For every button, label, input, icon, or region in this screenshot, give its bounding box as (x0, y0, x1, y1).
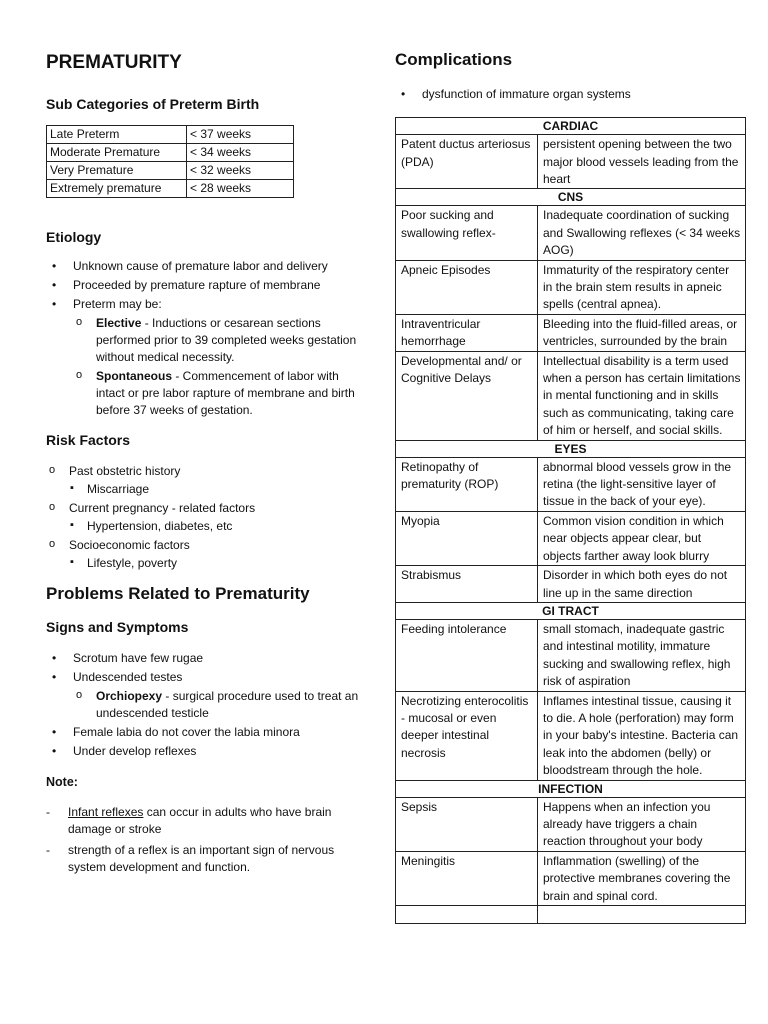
description-cell: Disorder in which both eyes do not line up in the same direction (538, 566, 746, 603)
section-header: CNS (396, 189, 746, 206)
etiology-heading: Etiology (46, 228, 102, 245)
list-item: ▪ Lifestyle, poverty (69, 555, 366, 572)
description-cell: persistent opening between the two major blood vessels leading from the heart (538, 135, 746, 189)
description-cell: Bleeding into the fluid-filled areas, or ventricles, surrounded by the brain (538, 314, 746, 351)
list-item: • Female labia do not cover the labia minora (46, 724, 366, 741)
table-cell: < 32 weeks (187, 161, 294, 179)
table-row (396, 619, 746, 691)
condition-cell (396, 906, 538, 924)
section-header-row (396, 189, 746, 206)
list-item-text: Socioeconomic factors (69, 538, 190, 552)
condition-cell: Poor sucking and swallowing reflex- (396, 206, 538, 260)
list-item (46, 463, 366, 498)
list-item-text: can occur in adults who have brain damage or stroke (68, 805, 332, 837)
list-item: • dysfunction of immature organ systems (395, 86, 747, 103)
table-cell: < 34 weeks (187, 143, 294, 161)
section-header-row (396, 602, 746, 619)
condition-cell: Feeding intolerance (396, 619, 538, 691)
section-header: GI TRACT (396, 602, 746, 619)
table-row (396, 511, 746, 565)
condition-cell: Intraventricular hemorrhage (396, 314, 538, 351)
term-description: - Inductions or cesarean sections performed prior to 39 completed weeks gestation without medical necessity. (96, 315, 357, 364)
term-elective: Elective (96, 315, 142, 330)
table-row (47, 125, 294, 143)
subcategories-heading: Sub Categories of Preterm Birth (46, 95, 260, 112)
table-row (396, 206, 746, 260)
complications-table (395, 117, 746, 924)
table-cell: < 37 weeks (187, 125, 294, 143)
table-row (396, 797, 746, 851)
table-row (396, 691, 746, 780)
list-item-text: Current pregnancy - related factors (69, 500, 256, 515)
description-cell: abnormal blood vessels grow in the retina (the light-sensitive layer of tissue in the back of your eye). (538, 457, 746, 511)
table-row (396, 135, 746, 189)
risk-list (46, 463, 366, 572)
list-item (46, 500, 366, 535)
section-header-row (396, 780, 746, 797)
condition-cell: Sepsis (396, 797, 538, 851)
signs-list (46, 650, 366, 760)
description-cell: Inadequate coordination of sucking and Swallowing reflexes (< 34 weeks AOG) (538, 206, 746, 260)
table-row (396, 314, 746, 351)
right-column (395, 48, 747, 924)
list-item (73, 368, 366, 419)
table-cell: Late Preterm (47, 125, 187, 143)
condition-cell: Apneic Episodes (396, 260, 538, 314)
sub-list (69, 518, 366, 535)
section-header: EYES (396, 440, 746, 457)
signs-heading: Signs and Symptoms (46, 619, 189, 636)
table-row (396, 851, 746, 905)
section-header: INFECTION (396, 780, 746, 797)
description-cell: small stomach, inadequate gastric and intestinal motility, immature sucking and swallowing reflex, high risk of aspiration (538, 619, 746, 691)
table-row (47, 161, 294, 179)
list-item (46, 669, 366, 722)
description-cell: Inflammation (swelling) of the protective membranes covering the brain and spinal cord. (538, 851, 746, 905)
description-cell: Intellectual disability is a term used when a person has certain limitations in mental functioning and in skills such as communicating, taking care of him or herself, and social skills. (538, 351, 746, 440)
table-cell: Moderate Premature (47, 143, 187, 161)
description-cell (538, 906, 746, 924)
list-item: • Proceeded by premature rapture of membrane (46, 277, 366, 294)
list-item-text: Preterm may be: (73, 296, 162, 311)
table-row (396, 457, 746, 511)
subcategories-table (46, 125, 294, 198)
description-cell: Inflames intestinal tissue, causing it to die. A hole (perforation) may form in your baby's intestine. Bacteria can leak into the abdomen (belly) or bloodstream through the hole. (538, 691, 746, 780)
section-header-row (396, 440, 746, 457)
list-item: • Scrotum have few rugae (46, 650, 366, 667)
term-description: - surgical procedure used to treat an undescended testicle (96, 689, 359, 721)
table-row (396, 566, 746, 603)
table-row (47, 179, 294, 197)
note-list (46, 804, 366, 876)
table-row (396, 351, 746, 440)
sub-list (69, 555, 366, 572)
condition-cell: Necrotizing enterocolitis - mucosal or even deeper intestinal necrosis (396, 691, 538, 780)
description-cell: Common vision condition in which near objects appear clear, but objects farther away look blurry (538, 511, 746, 565)
condition-cell: Strabismus (396, 566, 538, 603)
table-cell: < 28 weeks (187, 179, 294, 197)
list-item: - strength of a reflex is an important sign of nervous system development and function. (46, 842, 366, 876)
problems-heading: Problems Related to Prematurity (46, 584, 310, 604)
underlined-term: Infant reflexes (68, 805, 144, 819)
list-item (46, 537, 366, 572)
risk-heading: Risk Factors (46, 432, 131, 448)
list-item (73, 315, 366, 366)
list-item: ▪ Hypertension, diabetes, etc (69, 518, 366, 535)
list-item (46, 296, 366, 419)
term-orchiopexy: Orchiopexy (96, 689, 163, 704)
condition-cell: Retinopathy of prematurity (ROP) (396, 457, 538, 511)
condition-cell: Myopia (396, 511, 538, 565)
condition-cell: Meningitis (396, 851, 538, 905)
preterm-types-list (73, 315, 366, 419)
section-header-row (396, 118, 746, 135)
term-spontaneous: Spontaneous (96, 368, 173, 383)
description-cell: Happens when an infection you already have triggers a chain reaction throughout your body (538, 797, 746, 851)
table-row (47, 143, 294, 161)
list-item (73, 688, 366, 722)
description-cell: Immaturity of the respiratory center in the brain stem results in apneic spells (central apnea). (538, 260, 746, 314)
list-item: • Under develop reflexes (46, 743, 366, 760)
table-row (396, 906, 746, 924)
list-item-text: Undescended testes (73, 670, 183, 685)
condition-cell: Developmental and/ or Cognitive Delays (396, 351, 538, 440)
table-cell: Very Premature (47, 161, 187, 179)
complications-bullets (395, 86, 747, 103)
etiology-list (46, 258, 366, 419)
complications-table-body (396, 118, 746, 924)
table-row (396, 260, 746, 314)
term-description: - Commencement of labor with intact or pre labor rapture of membrane and birth before 37 weeks of gestation. (96, 368, 355, 417)
sub-list (73, 688, 366, 722)
sub-list (69, 481, 366, 498)
list-item: • Unknown cause of premature labor and delivery (46, 258, 366, 275)
table-cell: Extremely premature (47, 179, 187, 197)
note-label: Note: (46, 775, 78, 790)
list-item-text: Past obstetric history (69, 463, 181, 478)
list-item (46, 804, 366, 838)
condition-cell: Patent ductus arteriosus (PDA) (396, 135, 538, 189)
list-item: ▪ Miscarriage (69, 481, 366, 498)
section-header: CARDIAC (396, 118, 746, 135)
left-column (46, 48, 366, 880)
complications-heading: Complications (395, 50, 513, 69)
page-title: PREMATURITY (46, 52, 182, 73)
